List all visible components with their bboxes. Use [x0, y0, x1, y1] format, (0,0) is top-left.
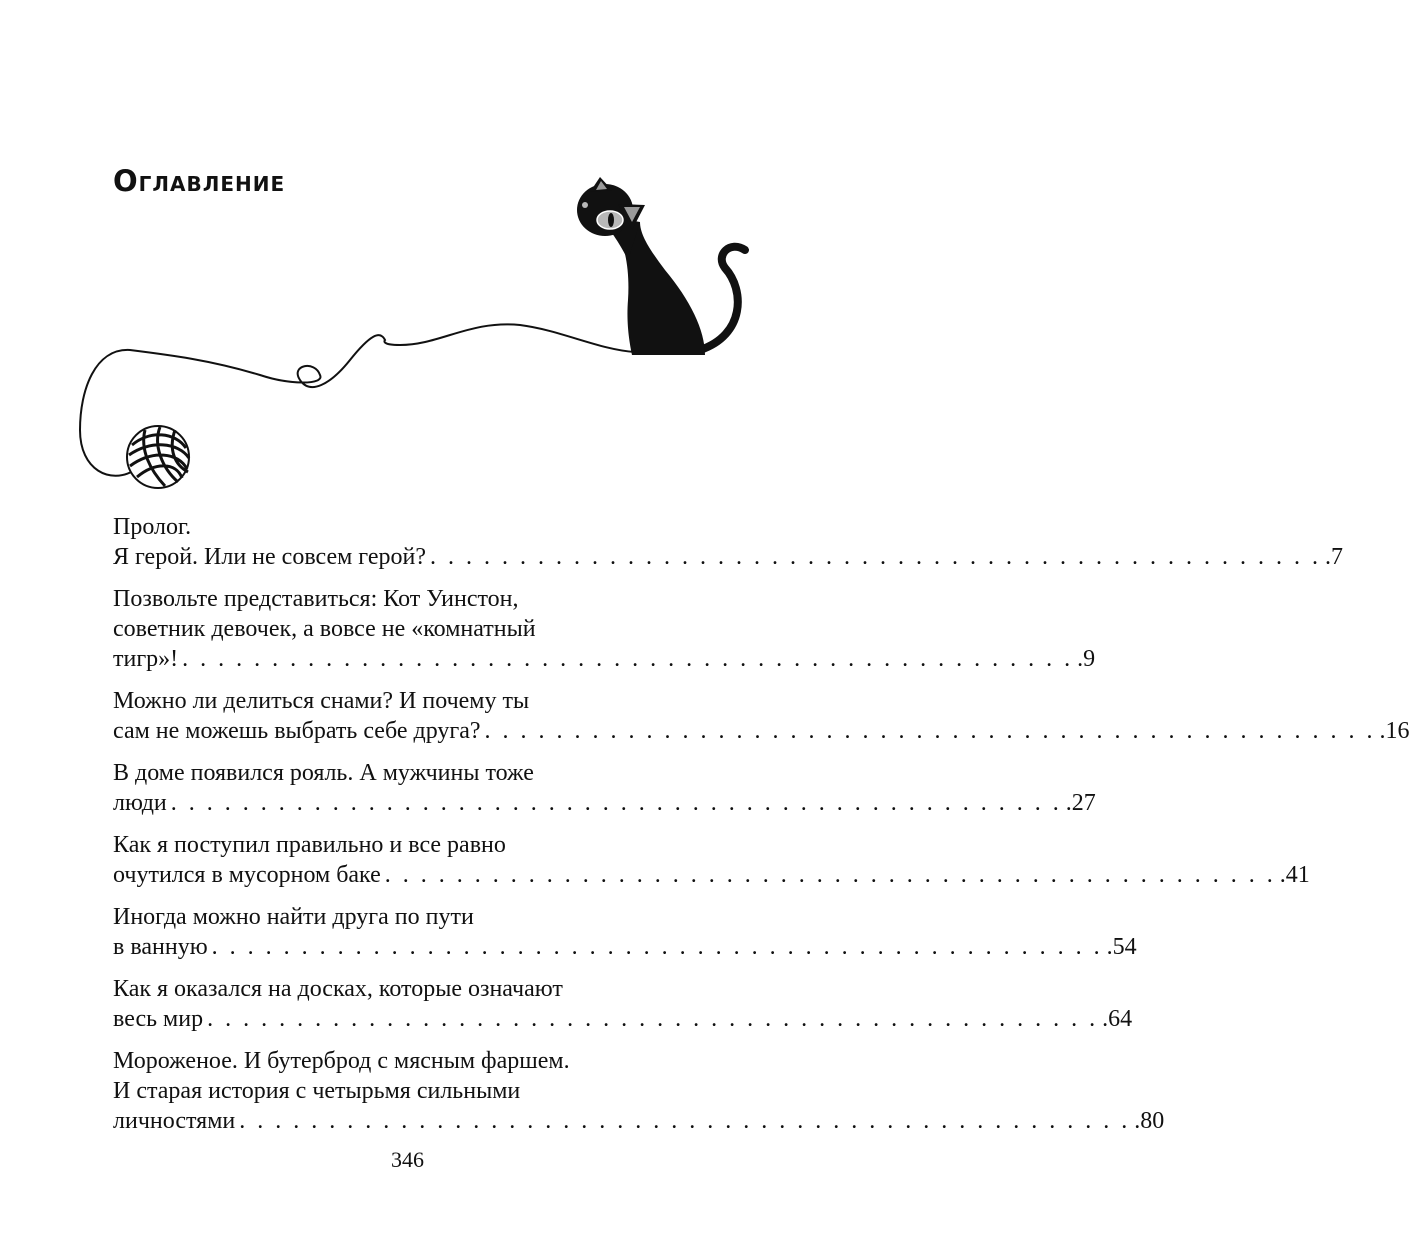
toc-entry-line: Мороженое. И бутерброд с мясным фаршем.: [113, 1048, 570, 1074]
toc-page-number: .41: [1279, 862, 1310, 888]
yarn-ball-icon: [127, 426, 189, 488]
toc-entry[interactable]: [113, 758, 1096, 818]
leader-dots: . . . . . . . . . . . . . . . . . . . . . . . . . . . . . . . . . . . . . . . . . . . . . . . . . .: [239, 1108, 1131, 1134]
toc-entry-title: в ванную: [113, 934, 208, 960]
cat-icon: [577, 177, 745, 355]
toc-entry[interactable]: [113, 686, 1410, 746]
toc-entry-title: Я герой. Или не совсем герой?: [113, 544, 426, 570]
table-of-contents: [113, 512, 1410, 1148]
leader-dots: . . . . . . . . . . . . . . . . . . . . . . . . . . . . . . . . . . . . . . . . . . . . . . . . . .: [211, 934, 1103, 960]
toc-page-number: .27: [1065, 790, 1096, 816]
toc-entry-line: Иногда можно найти друга по пути: [113, 904, 474, 930]
toc-page-number: .64: [1102, 1006, 1133, 1032]
toc-entry-line: Как я поступил правильно и все равно: [113, 832, 506, 858]
toc-entry[interactable]: [113, 1046, 1165, 1136]
toc-entry-title: сам не можешь выбрать себе друга?: [113, 718, 481, 744]
leader-dots: . . . . . . . . . . . . . . . . . . . . . . . . . . . . . . . . . . . . . . . . . . . . . . . . . .: [182, 646, 1074, 672]
leader-dots: . . . . . . . . . . . . . . . . . . . . . . . . . . . . . . . . . . . . . . . . . . . . . . . . . .: [484, 718, 1376, 744]
toc-entry[interactable]: [113, 512, 1343, 572]
toc-entry-title: люди: [113, 790, 167, 816]
toc-entry[interactable]: [113, 830, 1310, 890]
page-title: Оглавление: [113, 164, 286, 198]
illustration: [0, 150, 815, 510]
toc-page-number: .80: [1134, 1108, 1165, 1134]
toc-entry-line: В доме появился рояль. А мужчины тоже: [113, 760, 534, 786]
leader-dots: . . . . . . . . . . . . . . . . . . . . . . . . . . . . . . . . . . . . . . . . . . . . . . . . . .: [170, 790, 1062, 816]
toc-entry[interactable]: [113, 974, 1133, 1034]
toc-entry-line: Можно ли делиться снами? И почему ты: [113, 688, 530, 714]
toc-entry-line: Пролог.: [113, 514, 192, 540]
leader-dots: . . . . . . . . . . . . . . . . . . . . . . . . . . . . . . . . . . . . . . . . . . . . . . . . . .: [429, 544, 1321, 570]
toc-entry-line: И старая история с четырьмя сильными: [113, 1078, 521, 1104]
toc-page-number: .54: [1106, 934, 1137, 960]
toc-entry-title: очутился в мусорном баке: [113, 862, 381, 888]
toc-entry-line: советник девочек, а вовсе не «комнатный: [113, 616, 536, 642]
leader-dots: . . . . . . . . . . . . . . . . . . . . . . . . . . . . . . . . . . . . . . . . . . . . . . . . . .: [384, 862, 1276, 888]
toc-entry-line: Как я оказался на досках, которые означают: [113, 976, 563, 1002]
toc-entry[interactable]: [113, 584, 1096, 674]
toc-entry[interactable]: [113, 902, 1137, 962]
toc-entry-title: тигр»!: [113, 646, 179, 672]
toc-page-number: .7: [1324, 544, 1343, 570]
toc-entry-line: Позвольте представиться: Кот Уинстон,: [113, 586, 519, 612]
leader-dots: . . . . . . . . . . . . . . . . . . . . . . . . . . . . . . . . . . . . . . . . . . . . . . . . . .: [207, 1006, 1099, 1032]
page-footer-number: 346: [391, 1147, 424, 1172]
toc-entry-title: весь мир: [113, 1006, 204, 1032]
toc-entry-title: личностями: [113, 1108, 236, 1134]
toc-page-number: .9: [1077, 646, 1096, 672]
toc-page-number: .16: [1379, 718, 1410, 744]
